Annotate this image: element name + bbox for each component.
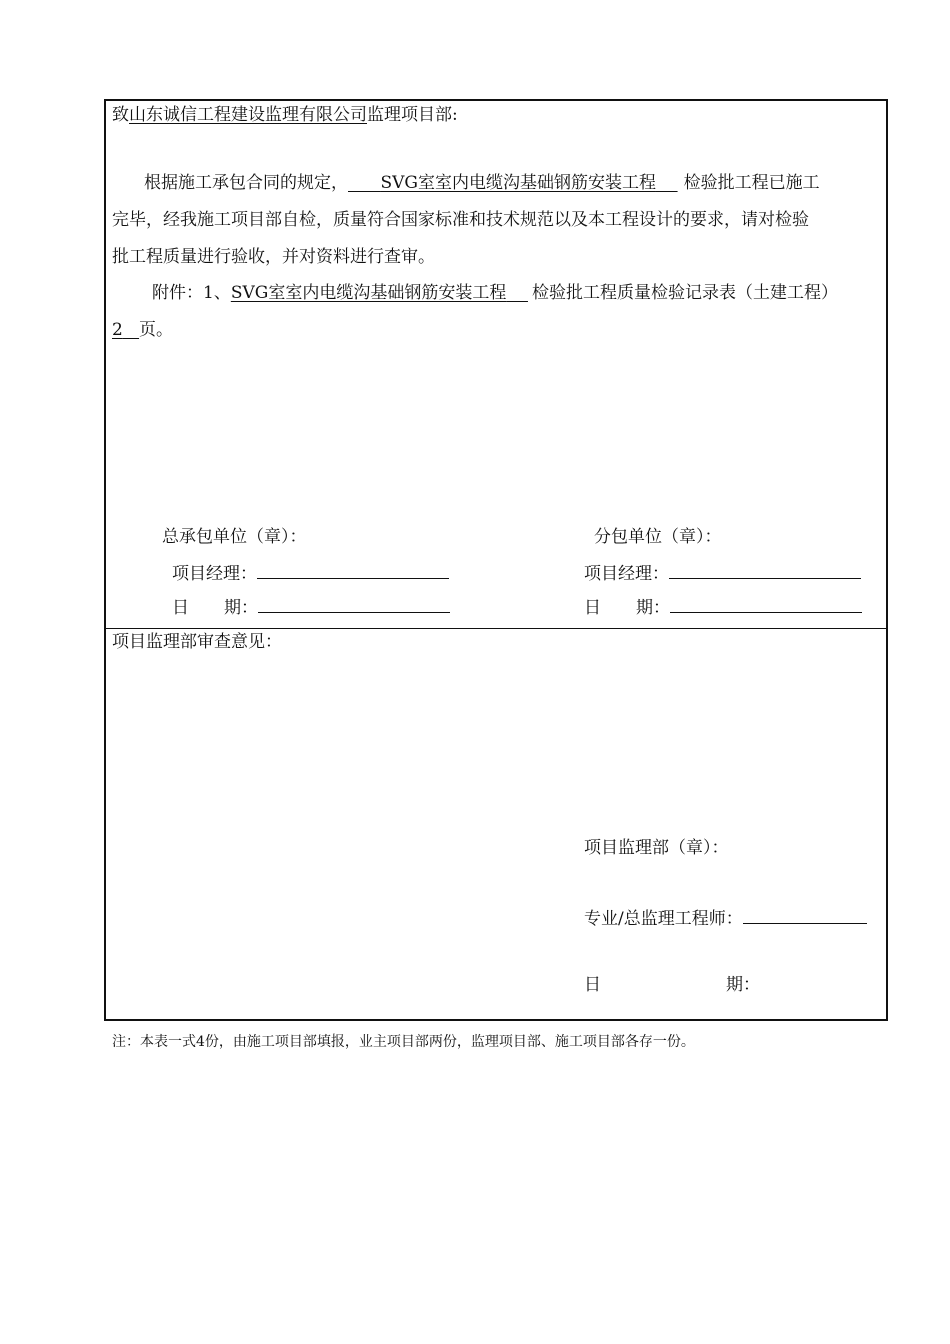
sub-pm-field[interactable] xyxy=(669,564,861,579)
sub-date-char2: 期： xyxy=(636,598,670,618)
attach-project-field: SVG室室内电缆沟基础钢筋安装工程 xyxy=(230,283,507,303)
paragraph-line-2: 完毕，经我施工项目部自检，质量符合国家标准和技术规范以及本工程设计的要求，请对检验 xyxy=(112,210,809,230)
section-divider xyxy=(106,628,886,629)
addressee-prefix: 致 xyxy=(112,105,129,125)
para1-end: 检验批工程已施工 xyxy=(683,173,820,193)
form-frame xyxy=(104,99,888,1021)
pages-count-field: 2 xyxy=(112,320,123,340)
engineer-label: 专业/总监理工程师： xyxy=(584,909,743,929)
engineer-row xyxy=(584,909,867,928)
attach-prefix: 附件：1、 xyxy=(152,283,231,303)
sub-pm-row xyxy=(584,564,861,583)
lower-date-char2: 期： xyxy=(726,975,760,995)
project-name-field: SVG室室内电缆沟基础钢筋安装工程 xyxy=(380,173,656,193)
addressee-company: 山东诚信工程建设监理有限公司 xyxy=(129,105,367,125)
lower-date-char1: 日 xyxy=(584,975,601,995)
subcontractor-label: 分包单位（章）： xyxy=(594,527,722,547)
pages-line xyxy=(112,322,173,339)
pages-suffix: 页。 xyxy=(139,320,174,340)
gc-date-char2: 期： xyxy=(224,598,258,618)
gc-pm-row xyxy=(172,564,449,583)
supervision-seal-label: 项目监理部（章）： xyxy=(584,838,729,858)
addressee-suffix: 监理项目部: xyxy=(367,105,458,125)
paragraph-line-3: 批工程质量进行验收，并对资料进行查审。 xyxy=(112,247,435,267)
gc-date-field[interactable] xyxy=(258,598,450,613)
sub-date-row xyxy=(584,598,862,617)
gc-pm-field[interactable] xyxy=(257,564,449,579)
review-title: 项目监理部审查意见： xyxy=(112,632,282,652)
engineer-field[interactable] xyxy=(743,909,867,924)
lower-date-row xyxy=(584,977,760,994)
sub-date-char1: 日 xyxy=(584,598,601,618)
footnote: 注：本表一式4份，由施工项目部填报，业主项目部两份，监理项目部、施工项目部各存一份。 xyxy=(112,1034,695,1050)
attachment-line xyxy=(152,285,838,302)
gc-date-row xyxy=(172,598,450,617)
attach-suffix: 检验批工程质量检验记录表（土建工程） xyxy=(531,283,838,303)
general-contractor-label: 总承包单位（章）： xyxy=(162,527,307,547)
gc-date-char1: 日 xyxy=(172,598,189,618)
para1-start: 根据施工承包合同的规定， xyxy=(144,173,348,193)
sub-pm-label: 项目经理： xyxy=(584,564,669,584)
addressee-line xyxy=(112,107,458,124)
sub-date-field[interactable] xyxy=(670,598,862,613)
gc-pm-label: 项目经理： xyxy=(172,564,257,584)
paragraph-line-1 xyxy=(144,175,820,192)
